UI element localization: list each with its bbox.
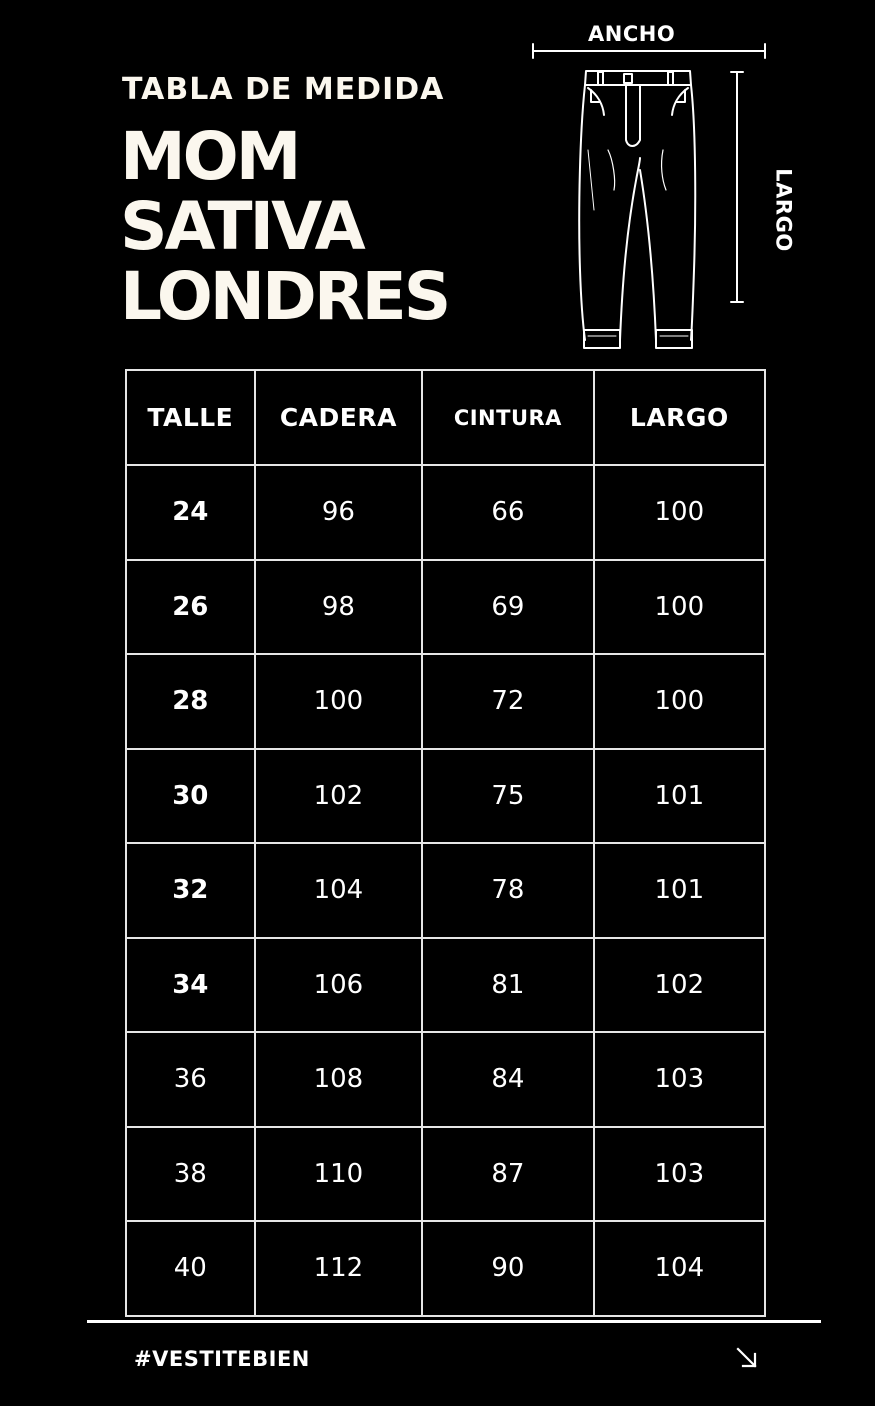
cell-largo: 103 bbox=[594, 1032, 765, 1127]
cell-cintura: 84 bbox=[422, 1032, 593, 1127]
table-row bbox=[126, 1221, 765, 1316]
cell-talle: 26 bbox=[126, 560, 255, 655]
cell-cadera: 96 bbox=[255, 465, 423, 560]
cell-cintura: 78 bbox=[422, 843, 593, 938]
cell-largo: 103 bbox=[594, 1127, 765, 1222]
subtitle: TABLA DE MEDIDA bbox=[122, 72, 445, 107]
title-line-2: SATIVA bbox=[120, 188, 363, 265]
title-line-1: MOM bbox=[120, 118, 299, 195]
header-talle: TALLE bbox=[126, 370, 255, 465]
cell-cadera: 98 bbox=[255, 560, 423, 655]
cell-largo: 101 bbox=[594, 843, 765, 938]
table-row bbox=[126, 465, 765, 560]
cell-talle: 40 bbox=[126, 1221, 255, 1316]
largo-label: LARGO bbox=[771, 168, 796, 252]
cell-cintura: 69 bbox=[422, 560, 593, 655]
cell-cintura: 87 bbox=[422, 1127, 593, 1222]
page-title bbox=[120, 118, 449, 335]
cell-largo: 100 bbox=[594, 560, 765, 655]
cell-talle: 28 bbox=[126, 654, 255, 749]
cell-cintura: 75 bbox=[422, 749, 593, 844]
table-header-row bbox=[126, 370, 765, 465]
header-cadera: CADERA bbox=[255, 370, 423, 465]
cell-talle: 38 bbox=[126, 1127, 255, 1222]
table-row bbox=[126, 654, 765, 749]
table-row bbox=[126, 749, 765, 844]
footer-divider bbox=[87, 1320, 821, 1323]
table-row bbox=[126, 843, 765, 938]
hashtag: #VESTITEBIEN bbox=[134, 1347, 310, 1371]
table-row bbox=[126, 1127, 765, 1222]
cell-cadera: 102 bbox=[255, 749, 423, 844]
table-row bbox=[126, 1032, 765, 1127]
cell-talle: 30 bbox=[126, 749, 255, 844]
cell-talle: 24 bbox=[126, 465, 255, 560]
size-table bbox=[125, 369, 766, 1317]
cell-cintura: 66 bbox=[422, 465, 593, 560]
header-largo: LARGO bbox=[594, 370, 765, 465]
table-row bbox=[126, 560, 765, 655]
cell-cadera: 100 bbox=[255, 654, 423, 749]
cell-largo: 100 bbox=[594, 654, 765, 749]
cell-cintura: 90 bbox=[422, 1221, 593, 1316]
cell-cadera: 104 bbox=[255, 843, 423, 938]
title-line-3: LONDRES bbox=[120, 258, 449, 335]
header-cintura: CINTURA bbox=[422, 370, 593, 465]
table-row bbox=[126, 938, 765, 1033]
cell-talle: 32 bbox=[126, 843, 255, 938]
ancho-label: ANCHO bbox=[588, 22, 676, 46]
cell-cintura: 72 bbox=[422, 654, 593, 749]
arrow-down-right-icon bbox=[735, 1346, 759, 1370]
cell-largo: 104 bbox=[594, 1221, 765, 1316]
cell-largo: 101 bbox=[594, 749, 765, 844]
cell-cadera: 106 bbox=[255, 938, 423, 1033]
cell-cadera: 108 bbox=[255, 1032, 423, 1127]
cell-talle: 36 bbox=[126, 1032, 255, 1127]
cell-cadera: 112 bbox=[255, 1221, 423, 1316]
cell-talle: 34 bbox=[126, 938, 255, 1033]
jeans-icon bbox=[528, 40, 768, 360]
cell-cadera: 110 bbox=[255, 1127, 423, 1222]
cell-largo: 102 bbox=[594, 938, 765, 1033]
cell-cintura: 81 bbox=[422, 938, 593, 1033]
cell-largo: 100 bbox=[594, 465, 765, 560]
